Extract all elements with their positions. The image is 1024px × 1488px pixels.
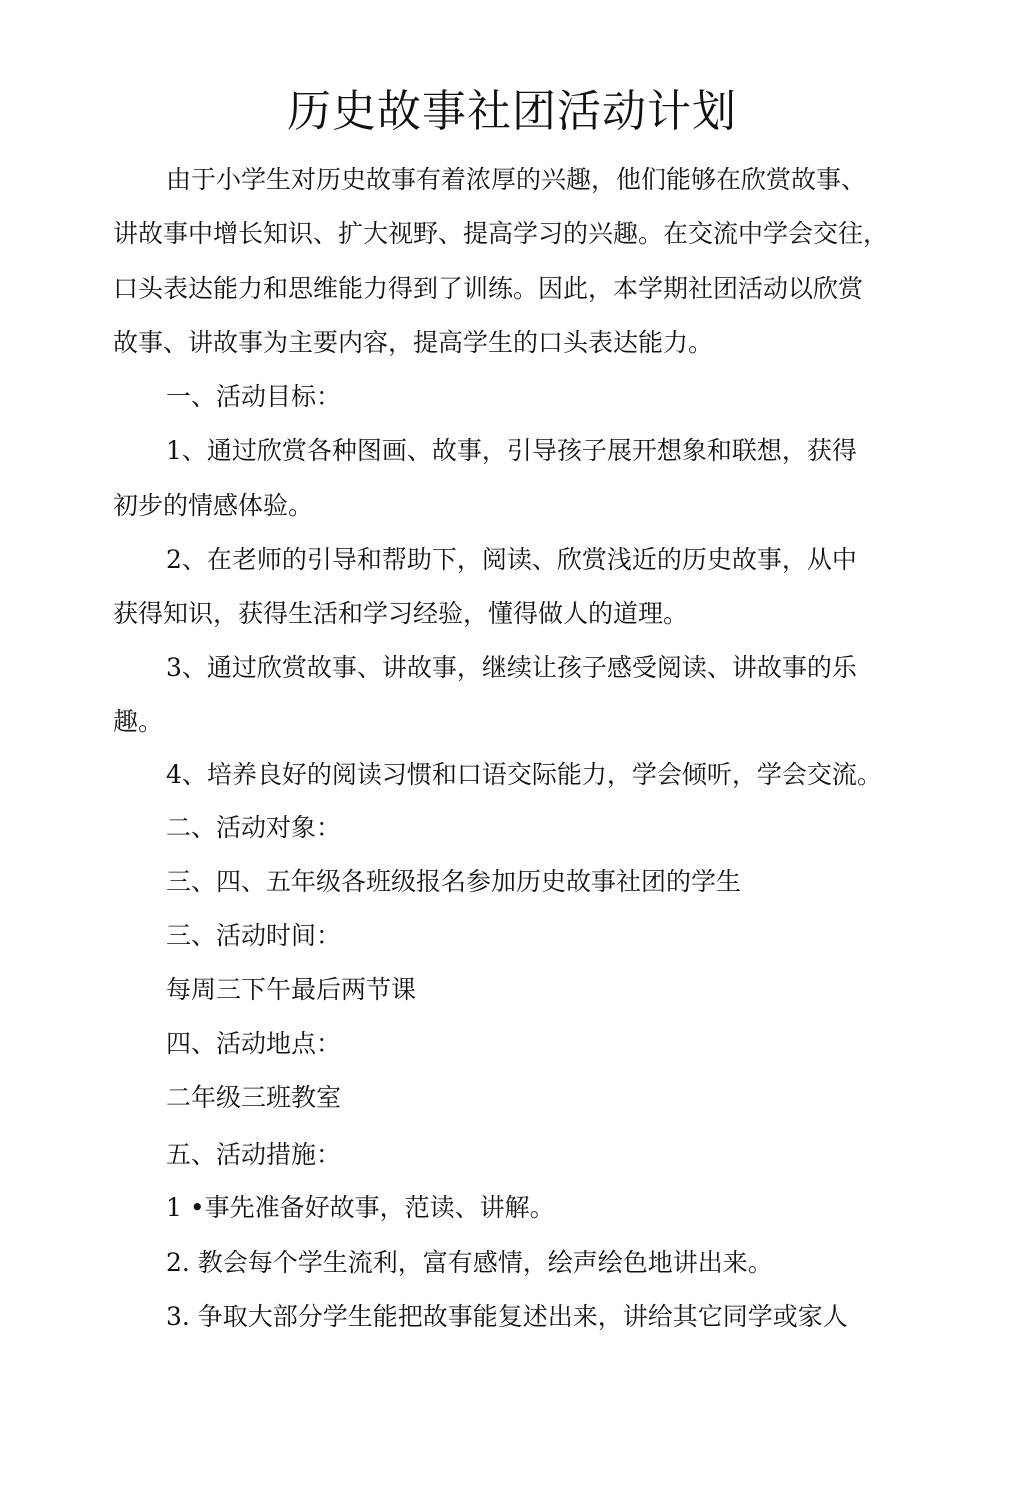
section3-heading: 三、活动时间： [166,921,342,950]
measure-item-2: 2. 教会每个学生流利，富有感情，绘声绘色地讲出来。 [166,1248,773,1277]
section2-content: 三、四、五年级各班级报名参加历史故事社团的学生 [166,867,742,896]
section5-heading: 五、活动措施： [166,1140,342,1169]
goal-item-1-line-2: 初步的情感体验。 [113,491,314,520]
goal-item-3-line-1: 3、通过欣赏故事、讲故事，继续让孩子感受阅读、讲故事的乐 [166,653,857,682]
section4-heading: 四、活动地点： [166,1029,342,1058]
intro-line-2: 讲故事中增长知识、扩大视野、提高学习的兴趣。在交流中学会交往， [113,219,889,248]
measure-item-1: 1 •事先准备好故事，范读、讲解。 [166,1193,555,1222]
goal-item-3-line-2: 趣。 [113,707,164,736]
measure-item-3: 3. 争取大部分学生能把故事能复述出来，讲给其它同学或家人 [166,1302,848,1331]
goal-item-2-line-1: 2、在老师的引导和帮助下，阅读、欣赏浅近的历史故事，从中 [166,545,857,574]
intro-line-4: 故事、讲故事为主要内容，提高学生的口头表达能力。 [113,328,714,357]
section3-content: 每周三下午最后两节课 [166,975,417,1004]
goal-item-4: 4、培养良好的阅读习惯和口语交际能力，学会倾听，学会交流。 [166,760,882,789]
section2-heading: 二、活动对象： [166,813,342,842]
intro-line-1: 由于小学生对历史故事有着浓厚的兴趣，他们能够在欣赏故事、 [166,165,867,194]
intro-line-3: 口头表达能力和思维能力得到了训练。因此，本学期社团活动以欣赏 [113,274,864,303]
section4-content: 二年级三班教室 [166,1083,342,1112]
goal-item-1-line-1: 1、通过欣赏各种图画、故事，引导孩子展开想象和联想，获得 [166,436,857,465]
section1-heading: 一、活动目标： [166,382,342,411]
goal-item-2-line-2: 获得知识，获得生活和学习经验，懂得做人的道理。 [113,599,689,628]
document-title: 历史故事社团活动计划 [287,86,737,137]
